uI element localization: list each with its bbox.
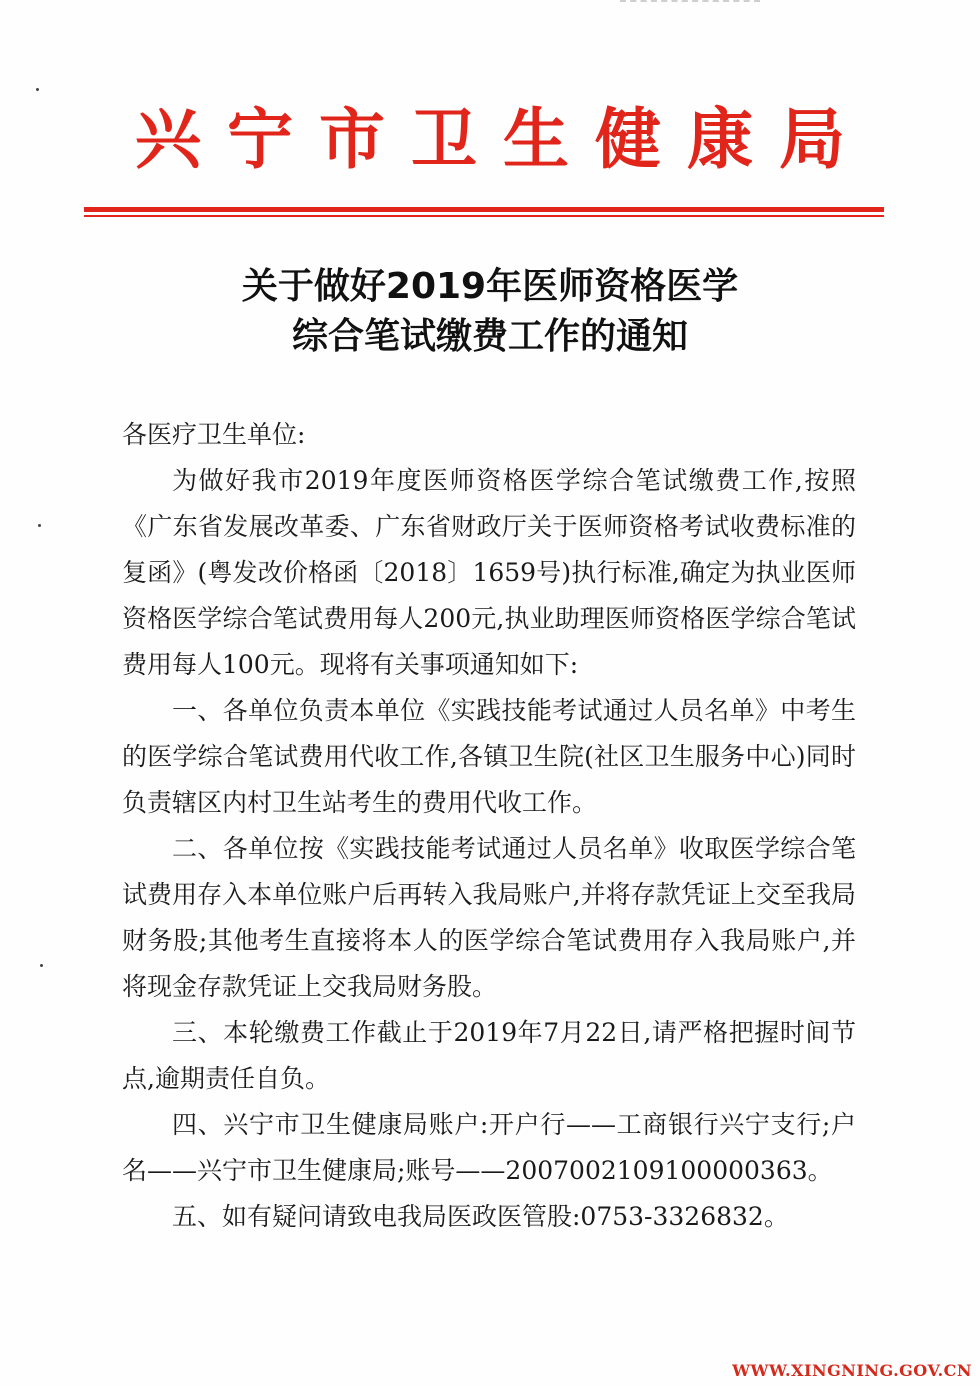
letterhead-divider	[84, 207, 884, 217]
scan-speck	[38, 524, 41, 527]
divider-thin-line	[84, 215, 884, 217]
item-3-paragraph: 三、本轮缴费工作截止于2019年7月22日,请严格把握时间节点,逾期责任自负。	[122, 1018, 856, 1093]
scan-speck	[40, 964, 43, 967]
document-body	[122, 412, 856, 1240]
item-2-paragraph: 二、各单位按《实践技能考试通过人员名单》收取医学综合笔试费用存入本单位账户后再转入我局账户,并将存款凭证上交至我局财务股;其他考生直接将本人的医学综合笔试费用存入我局账户,并将现金存款凭证上交我局财务股。	[122, 834, 856, 1001]
footer-website: WWW.XINGNING.GOV.CN	[732, 1361, 972, 1380]
item-5-paragraph: 五、如有疑问请致电我局医政医管股:0753-3326832。	[172, 1202, 789, 1231]
item-1-paragraph: 一、各单位负责本单位《实践技能考试通过人员名单》中考生的医学综合笔试费用代收工作,各镇卫生院(社区卫生服务中心)同时负责辖区内村卫生站考生的费用代收工作。	[122, 696, 856, 817]
document-title-line-2: 综合笔试缴费工作的通知	[291, 316, 688, 357]
item-4-paragraph: 四、兴宁市卫生健康局账户:开户行——工商银行兴宁支行;户名——兴宁市卫生健康局;账号——2007002109100000363。	[122, 1110, 856, 1185]
document-title-line-1: 关于做好2019年医师资格医学	[241, 266, 739, 307]
document-title	[0, 262, 980, 362]
salutation: 各医疗卫生单位:	[122, 420, 306, 449]
intro-paragraph: 为做好我市2019年度医师资格医学综合笔试缴费工作,按照《广东省发展改革委、广东省财政厅关于医师资格考试收费标准的复函》(粤发改价格函〔2018〕1659号)执行标准,确定为执业医师资格医学综合笔试费用每人200元,执业助理医师资格医学综合笔试费用每人100元。现将有关事项通知如下:	[122, 466, 856, 679]
scan-speck	[36, 88, 39, 91]
letterhead-title: 兴宁市卫生健康局	[135, 101, 871, 178]
divider-thick-line	[84, 207, 884, 212]
scan-artifact	[620, 0, 760, 8]
